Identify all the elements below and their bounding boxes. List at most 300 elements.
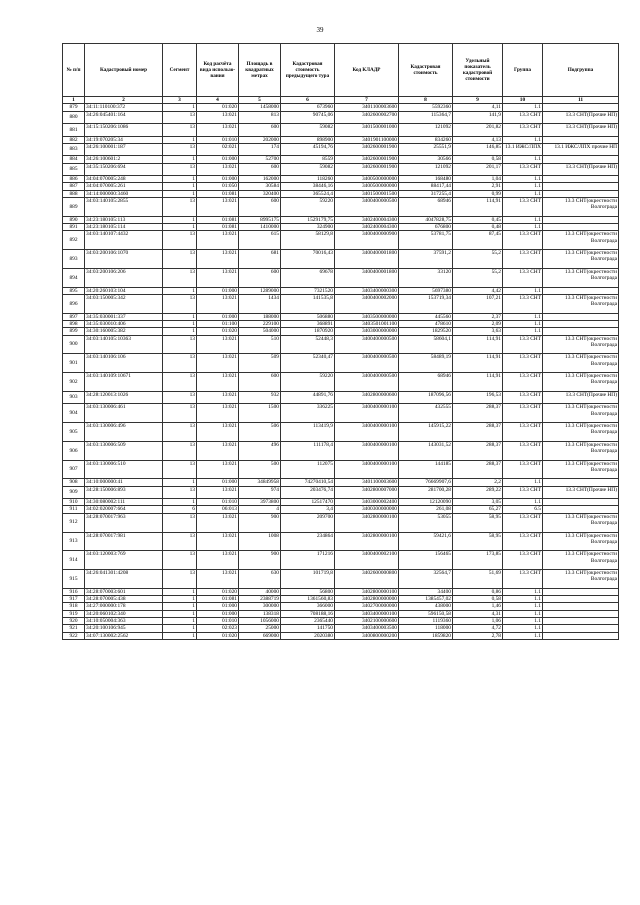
group-cell: 1.1	[503, 625, 543, 632]
row-number-cell: 909	[63, 486, 85, 499]
cadastral-cost-cell: 445560	[399, 313, 453, 320]
prev-cost-cell: 3,4	[281, 506, 335, 513]
col-number: 2	[85, 97, 163, 104]
subgroup-cell	[543, 328, 619, 335]
row-number-cell: 885	[63, 163, 85, 176]
specific-index-cell: 55,2	[453, 250, 503, 269]
cadastral-number-cell: 34:28:070005:438	[85, 596, 163, 603]
use-code-cell: 13:021	[197, 268, 239, 287]
kladr-code-cell: 3400500000000	[335, 183, 399, 190]
row-number-cell: 880	[63, 111, 85, 124]
row-number-cell: 907	[63, 460, 85, 479]
cadastral-number-cell: 34:03:140109:10671	[85, 373, 163, 392]
cadastral-number-cell: 34:28:120013:1026	[85, 391, 163, 404]
prev-cost-cell: 8559	[281, 156, 335, 163]
col-header-kladr: Код КЛАДР	[335, 44, 399, 97]
area-cell: 630	[239, 570, 281, 589]
use-code-cell: 01:020	[197, 588, 239, 595]
specific-index-cell: 288,37	[453, 423, 503, 442]
prev-cost-cell: 12517470	[281, 499, 335, 506]
group-cell: 1.1	[503, 156, 543, 163]
segment-cell: 13	[163, 373, 197, 392]
table-row	[63, 603, 619, 610]
col-number: 10	[503, 97, 543, 104]
subgroup-cell: 13.3 СНТ(Прочие НП)	[543, 486, 619, 499]
segment-cell: 13	[163, 163, 197, 176]
area-cell: 1434	[239, 294, 281, 313]
area-cell: 138318	[239, 610, 281, 617]
row-number-cell: 879	[63, 104, 85, 111]
area-cell: 188000	[239, 313, 281, 320]
use-code-cell: 01:000	[197, 603, 239, 610]
area-cell: 174	[239, 143, 281, 156]
area-cell: 229100	[239, 321, 281, 328]
prev-cost-cell: 336225	[281, 404, 335, 423]
subgroup-cell	[543, 479, 619, 486]
area-cell: 202000	[239, 136, 281, 143]
group-cell: 13.3 СНТ	[503, 423, 543, 442]
subgroup-cell	[543, 588, 619, 595]
table-row	[63, 268, 619, 287]
row-number-cell: 920	[63, 617, 85, 624]
table-row	[63, 625, 619, 632]
use-code-cell: 01:000	[197, 176, 239, 183]
use-code-cell: 01:050	[197, 183, 239, 190]
kladr-code-cell: 3400400000500	[335, 335, 399, 354]
specific-index-cell: 146,85	[453, 143, 503, 156]
segment-cell: 1	[163, 104, 197, 111]
cadastral-cost-cell: 432555	[399, 404, 453, 423]
row-number-cell: 911	[63, 506, 85, 513]
cadastral-number-cell: 34:28:070017:963	[85, 513, 163, 532]
area-cell: 34849958	[239, 479, 281, 486]
table-row	[63, 183, 619, 190]
specific-index-cell: 0,58	[453, 596, 503, 603]
specific-index-cell: 196,53	[453, 391, 503, 404]
kladr-code-cell: 3402600001900	[335, 156, 399, 163]
area-cell: 510	[239, 335, 281, 354]
group-cell: 13.3 СНТ	[503, 441, 543, 460]
segment-cell: 1	[163, 176, 197, 183]
area-cell: 509	[239, 354, 281, 373]
kladr-code-cell: 3403400000100	[335, 610, 399, 617]
use-code-cell: 13:021	[197, 163, 239, 176]
subgroup-cell: 13.3 СНТ(окрестности Волгограда	[543, 250, 619, 269]
use-code-cell: 13:021	[197, 124, 239, 137]
kladr-code-cell: 3400800000200	[335, 632, 399, 639]
segment-cell: 13	[163, 294, 197, 313]
subgroup-cell	[543, 183, 619, 190]
table-row	[63, 506, 619, 513]
table-row	[63, 391, 619, 404]
specific-index-cell: 2,09	[453, 321, 503, 328]
specific-index-cell: 0,45	[453, 216, 503, 223]
cadastral-cost-cell: 478610	[399, 321, 453, 328]
cadastral-cost-cell: 32564,7	[399, 570, 453, 589]
area-cell: 4	[239, 506, 281, 513]
use-code-cell: 13:021	[197, 335, 239, 354]
segment-cell: 1	[163, 603, 197, 610]
segment-cell: 13	[163, 513, 197, 532]
table-row	[63, 328, 619, 335]
specific-index-cell: 107,21	[453, 294, 503, 313]
cadastral-number-cell: 34:03:140106:106	[85, 354, 163, 373]
subgroup-cell	[543, 136, 619, 143]
header-row	[63, 44, 619, 97]
subgroup-cell	[543, 625, 619, 632]
group-cell: 1.1	[503, 499, 543, 506]
col-header-cost: Кадастровая стоимость	[399, 44, 453, 97]
cadastral-number-cell: 34:03:120003:769	[85, 551, 163, 570]
segment-cell: 1	[163, 136, 197, 143]
subgroup-cell: 13.3 СНТ(окрестности Волгограда	[543, 513, 619, 532]
specific-index-cell: 201,82	[453, 124, 503, 137]
group-cell: 13.3 СНТ	[503, 391, 543, 404]
cadastral-cost-cell: 76669907,6	[399, 479, 453, 486]
area-cell: 2388719	[239, 596, 281, 603]
cadastral-number-cell: 34:03:130006:510	[85, 460, 163, 479]
subgroup-cell: 13.3 СНТ(окрестности Волгограда	[543, 423, 619, 442]
cadastral-cost-cell: 88417,44	[399, 183, 453, 190]
prev-cost-cell: 368891	[281, 321, 335, 328]
specific-index-cell: 114,91	[453, 373, 503, 392]
group-cell: 13.3 СНТ	[503, 198, 543, 217]
row-number-cell: 890	[63, 216, 85, 223]
row-number-cell: 915	[63, 570, 85, 589]
prev-cost-cell: 90745,06	[281, 111, 335, 124]
row-number-cell: 918	[63, 603, 85, 610]
subgroup-cell: 13.3 СНТ(окрестности Волгограда	[543, 335, 619, 354]
use-code-cell: 13:021	[197, 111, 239, 124]
area-cell: 932	[239, 391, 281, 404]
area-cell: 600	[239, 268, 281, 287]
row-number-cell: 905	[63, 423, 85, 442]
use-code-cell: 01:081	[197, 190, 239, 197]
table-row	[63, 104, 619, 111]
use-code-cell: 13:021	[197, 532, 239, 551]
cadastral-number-cell: 34:03:150005:342	[85, 294, 163, 313]
prev-cost-cell: 59082	[281, 163, 335, 176]
area-cell: 669000	[239, 632, 281, 639]
segment-cell: 1	[163, 287, 197, 294]
prev-cost-cell: 59220	[281, 198, 335, 217]
cadastral-cost-cell: 168480	[399, 176, 453, 183]
cadastral-number-cell: 34:03:140105:10363	[85, 335, 163, 354]
subgroup-cell: 13.3 СНТ(окрестности Волгограда	[543, 231, 619, 250]
table-row	[63, 250, 619, 269]
use-code-cell: 01:000	[197, 313, 239, 320]
segment-cell: 1	[163, 156, 197, 163]
cadastral-cost-cell: 317255,4	[399, 190, 453, 197]
kladr-code-cell: 3401500001500	[335, 190, 399, 197]
segment-cell: 1	[163, 588, 197, 595]
specific-index-cell: 288,37	[453, 441, 503, 460]
segment-cell: 1	[163, 190, 197, 197]
area-cell: 3973800	[239, 499, 281, 506]
subgroup-cell: 13.3 СНТ(окрестности Волгограда	[543, 373, 619, 392]
use-code-cell: 01:000	[197, 156, 239, 163]
cadastral-cost-cell: 59421,6	[399, 532, 453, 551]
use-code-cell: 01:100	[197, 321, 239, 328]
cadastral-number-cell: 34:26:100001:187	[85, 143, 163, 156]
col-number: 7	[335, 97, 399, 104]
segment-cell: 13	[163, 231, 197, 250]
table-row	[63, 163, 619, 176]
subgroup-cell: 13.3 СНТ(окрестности Волгограда	[543, 268, 619, 287]
subgroup-cell: 13.3 СНТ(Прочие НП)	[543, 391, 619, 404]
area-cell: 500	[239, 460, 281, 479]
subgroup-cell	[543, 603, 619, 610]
row-number-cell: 899	[63, 328, 85, 335]
area-cell: 300000	[239, 603, 281, 610]
specific-index-cell: 0,99	[453, 190, 503, 197]
col-number: 6	[281, 97, 335, 104]
prev-cost-cell: 366000	[281, 603, 335, 610]
specific-index-cell: 1,06	[453, 617, 503, 624]
row-number-cell: 889	[63, 198, 85, 217]
group-cell: 13.3 СНТ	[503, 111, 543, 124]
area-cell: 8995175	[239, 216, 281, 223]
segment-cell: 13	[163, 143, 197, 156]
use-code-cell: 02:021	[197, 143, 239, 156]
table-row	[63, 423, 619, 442]
cadastral-cost-cell: 58604,1	[399, 335, 453, 354]
cadastral-cost-cell: 68946	[399, 198, 453, 217]
cadastral-cost-cell: 25551,9	[399, 143, 453, 156]
table-row	[63, 156, 619, 163]
cadastral-number-cell: 34:03:130006:509	[85, 441, 163, 460]
col-header-num: № п/п	[63, 44, 85, 97]
subgroup-cell	[543, 104, 619, 111]
subgroup-cell	[543, 499, 619, 506]
table-row	[63, 111, 619, 124]
cadastral-number-cell: 34:35:030001:337	[85, 313, 163, 320]
use-code-cell: 13:021	[197, 198, 239, 217]
use-code-cell: 06:013	[197, 506, 239, 513]
segment-cell: 1	[163, 499, 197, 506]
row-number-cell: 908	[63, 479, 85, 486]
segment-cell: 13	[163, 250, 197, 269]
subgroup-cell: 13.3 СНТ(окрестности Волгограда	[543, 460, 619, 479]
subgroup-cell: 13.3 СНТ(окрестности Волгограда	[543, 404, 619, 423]
col-number: 3	[163, 97, 197, 104]
row-number-cell: 903	[63, 391, 85, 404]
kladr-code-cell: 3400400000100	[335, 423, 399, 442]
segment-cell: 1	[163, 610, 197, 617]
subgroup-cell	[543, 632, 619, 639]
area-cell: 320400	[239, 190, 281, 197]
use-code-cell: 13:021	[197, 551, 239, 570]
use-code-cell: 01:010	[197, 136, 239, 143]
area-cell: 900	[239, 551, 281, 570]
prev-cost-cell: 2365440	[281, 617, 335, 624]
group-cell: 1.1	[503, 216, 543, 223]
prev-cost-cell: 56800	[281, 588, 335, 595]
cadastral-cost-cell: 153719,34	[399, 294, 453, 313]
cadastral-number-cell: 34:02:020007:664	[85, 506, 163, 513]
group-cell: 1.1	[503, 617, 543, 624]
prev-cost-cell: 673960	[281, 104, 335, 111]
cadastral-number-cell: 34:20:060102:340	[85, 610, 163, 617]
use-code-cell: 01:020	[197, 632, 239, 639]
cadastral-cost-cell: 53055	[399, 513, 453, 532]
table-row	[63, 124, 619, 137]
cadastral-number-cell: 34:26:100601:2	[85, 156, 163, 163]
specific-index-cell: 4,11	[453, 104, 503, 111]
kladr-code-cell: 3402800000100	[335, 532, 399, 551]
cadastral-cost-cell: 5697380	[399, 287, 453, 294]
segment-cell: 13	[163, 404, 197, 423]
use-code-cell: 01:081	[197, 216, 239, 223]
specific-index-cell: 2,2	[453, 479, 503, 486]
subgroup-cell	[543, 176, 619, 183]
table-row	[63, 321, 619, 328]
prev-cost-cell: 74270410,54	[281, 479, 335, 486]
table-row	[63, 532, 619, 551]
use-code-cell: 02:023	[197, 625, 239, 632]
cadastral-cost-cell: 156465	[399, 551, 453, 570]
group-cell: 13.3 СНТ	[503, 486, 543, 499]
group-cell: 1.1	[503, 176, 543, 183]
prev-cost-cell: 234864	[281, 532, 335, 551]
cadastral-cost-cell: 58489,19	[399, 354, 453, 373]
use-code-cell: 13:021	[197, 513, 239, 532]
specific-index-cell: 141,9	[453, 111, 503, 124]
prev-cost-cell: 708188,16	[281, 610, 335, 617]
group-cell: 13.3 СНТ	[503, 163, 543, 176]
cadastral-cost-cell: 1119360	[399, 617, 453, 624]
subgroup-cell: 13.3 СНТ(Прочие НП)	[543, 111, 619, 124]
use-code-cell: 01:081	[197, 596, 239, 603]
kladr-code-cell: 3402800000600	[335, 391, 399, 404]
cadastral-number-cell: 34:03:130006:496	[85, 423, 163, 442]
subgroup-cell: 13.3 СНТ(окрестности Волгограда	[543, 354, 619, 373]
table-row	[63, 287, 619, 294]
area-cell: 40000	[239, 588, 281, 595]
cadastral-number-cell: 34:04:070005:248	[85, 176, 163, 183]
row-number-cell: 922	[63, 632, 85, 639]
specific-index-cell: 4,42	[453, 287, 503, 294]
prev-cost-cell: 69678	[281, 268, 335, 287]
segment-cell: 1	[163, 479, 197, 486]
prev-cost-cell: 2020380	[281, 632, 335, 639]
table-row	[63, 404, 619, 423]
area-cell: 600	[239, 124, 281, 137]
specific-index-cell: 4,72	[453, 625, 503, 632]
area-cell: 1458000	[239, 104, 281, 111]
cadastral-cost-cell: 1385457,02	[399, 596, 453, 603]
row-number-cell: 902	[63, 373, 85, 392]
specific-index-cell: 201,17	[453, 163, 503, 176]
row-number-cell: 912	[63, 513, 85, 532]
table-row	[63, 231, 619, 250]
cadastral-cost-cell: 187096,56	[399, 391, 453, 404]
segment-cell: 13	[163, 335, 197, 354]
cadastral-number-cell: 34:27:000000:178	[85, 603, 163, 610]
cadastral-number-cell: 34:26:041301:4208	[85, 570, 163, 589]
cadastral-number-cell: 34:20:100106:945	[85, 625, 163, 632]
specific-index-cell: 55,2	[453, 268, 503, 287]
col-header-specific-index: Удельный показатель кадастровой стоимости	[453, 44, 503, 97]
kladr-code-cell: 3400400000100	[335, 441, 399, 460]
use-code-cell: 13:021	[197, 250, 239, 269]
group-cell: 1.1	[503, 313, 543, 320]
subgroup-cell: 13.3 СНТ(окрестности Волгограда	[543, 551, 619, 570]
group-cell: 13.3 СНТ	[503, 460, 543, 479]
prev-cost-cell: 898900	[281, 136, 335, 143]
use-code-cell: 01:081	[197, 224, 239, 231]
cadastral-table	[62, 43, 619, 640]
use-code-cell: 13:021	[197, 391, 239, 404]
use-code-cell: 13:021	[197, 294, 239, 313]
area-cell: 600	[239, 373, 281, 392]
kladr-code-cell: 3403000000000	[335, 328, 399, 335]
cadastral-number-cell: 34:07:130002:2562	[85, 632, 163, 639]
cadastral-number-cell: 34:28:070017:981	[85, 532, 163, 551]
prev-cost-cell: 141750	[281, 625, 335, 632]
prev-cost-cell: 1529179,75	[281, 216, 335, 223]
kladr-code-cell: 3403000002400	[335, 499, 399, 506]
specific-index-cell: 114,91	[453, 335, 503, 354]
cadastral-number-cell: 34:03:200106:1070	[85, 250, 163, 269]
area-cell: 1410000	[239, 224, 281, 231]
table-row	[63, 632, 619, 639]
subgroup-cell	[543, 216, 619, 223]
cadastral-cost-cell: 143031,52	[399, 441, 453, 460]
row-number-cell: 897	[63, 313, 85, 320]
table-row	[63, 176, 619, 183]
group-cell: 13.3 СНТ	[503, 373, 543, 392]
segment-cell: 1	[163, 617, 197, 624]
prev-cost-cell: 70016,43	[281, 250, 335, 269]
subgroup-cell	[543, 287, 619, 294]
cadastral-number-cell: 34:28:150006:893	[85, 486, 163, 499]
row-number-cell: 916	[63, 588, 85, 595]
kladr-code-cell: 3400400000100	[335, 460, 399, 479]
cadastral-cost-cell: 53781,75	[399, 231, 453, 250]
col-number: 4	[197, 97, 239, 104]
kladr-code-cell: 3401901100000	[335, 136, 399, 143]
segment-cell: 1	[163, 224, 197, 231]
prev-cost-cell: 59220	[281, 373, 335, 392]
cadastral-cost-cell: 33120	[399, 268, 453, 287]
kladr-code-cell: 3402600002700	[335, 111, 399, 124]
prev-cost-cell: 1870920	[281, 328, 335, 335]
specific-index-cell: 65,27	[453, 506, 503, 513]
table-row	[63, 499, 619, 506]
area-cell: 615	[239, 231, 281, 250]
subgroup-cell: 13.3 СНТ(окрестности Волгограда	[543, 294, 619, 313]
use-code-cell: 13:021	[197, 423, 239, 442]
cadastral-number-cell: 34:35:150206:694	[85, 163, 163, 176]
area-cell: 30584	[239, 183, 281, 190]
specific-index-cell: 114,91	[453, 354, 503, 373]
row-number-cell: 884	[63, 156, 85, 163]
segment-cell: 13	[163, 423, 197, 442]
use-code-cell: 01:010	[197, 499, 239, 506]
column-number-row	[63, 97, 619, 104]
specific-index-cell: 2,37	[453, 313, 503, 320]
kladr-code-cell: 3401100003600	[335, 479, 399, 486]
group-cell: 1.1	[503, 321, 543, 328]
segment-cell: 1	[163, 632, 197, 639]
cadastral-cost-cell: 30566	[399, 156, 453, 163]
cadastral-cost-cell: 37591,2	[399, 250, 453, 269]
row-number-cell: 894	[63, 268, 85, 287]
page-number: 39	[316, 26, 324, 34]
area-cell: 681	[239, 250, 281, 269]
subgroup-cell: 13.3 СНТ(окрестности Волгограда	[543, 532, 619, 551]
